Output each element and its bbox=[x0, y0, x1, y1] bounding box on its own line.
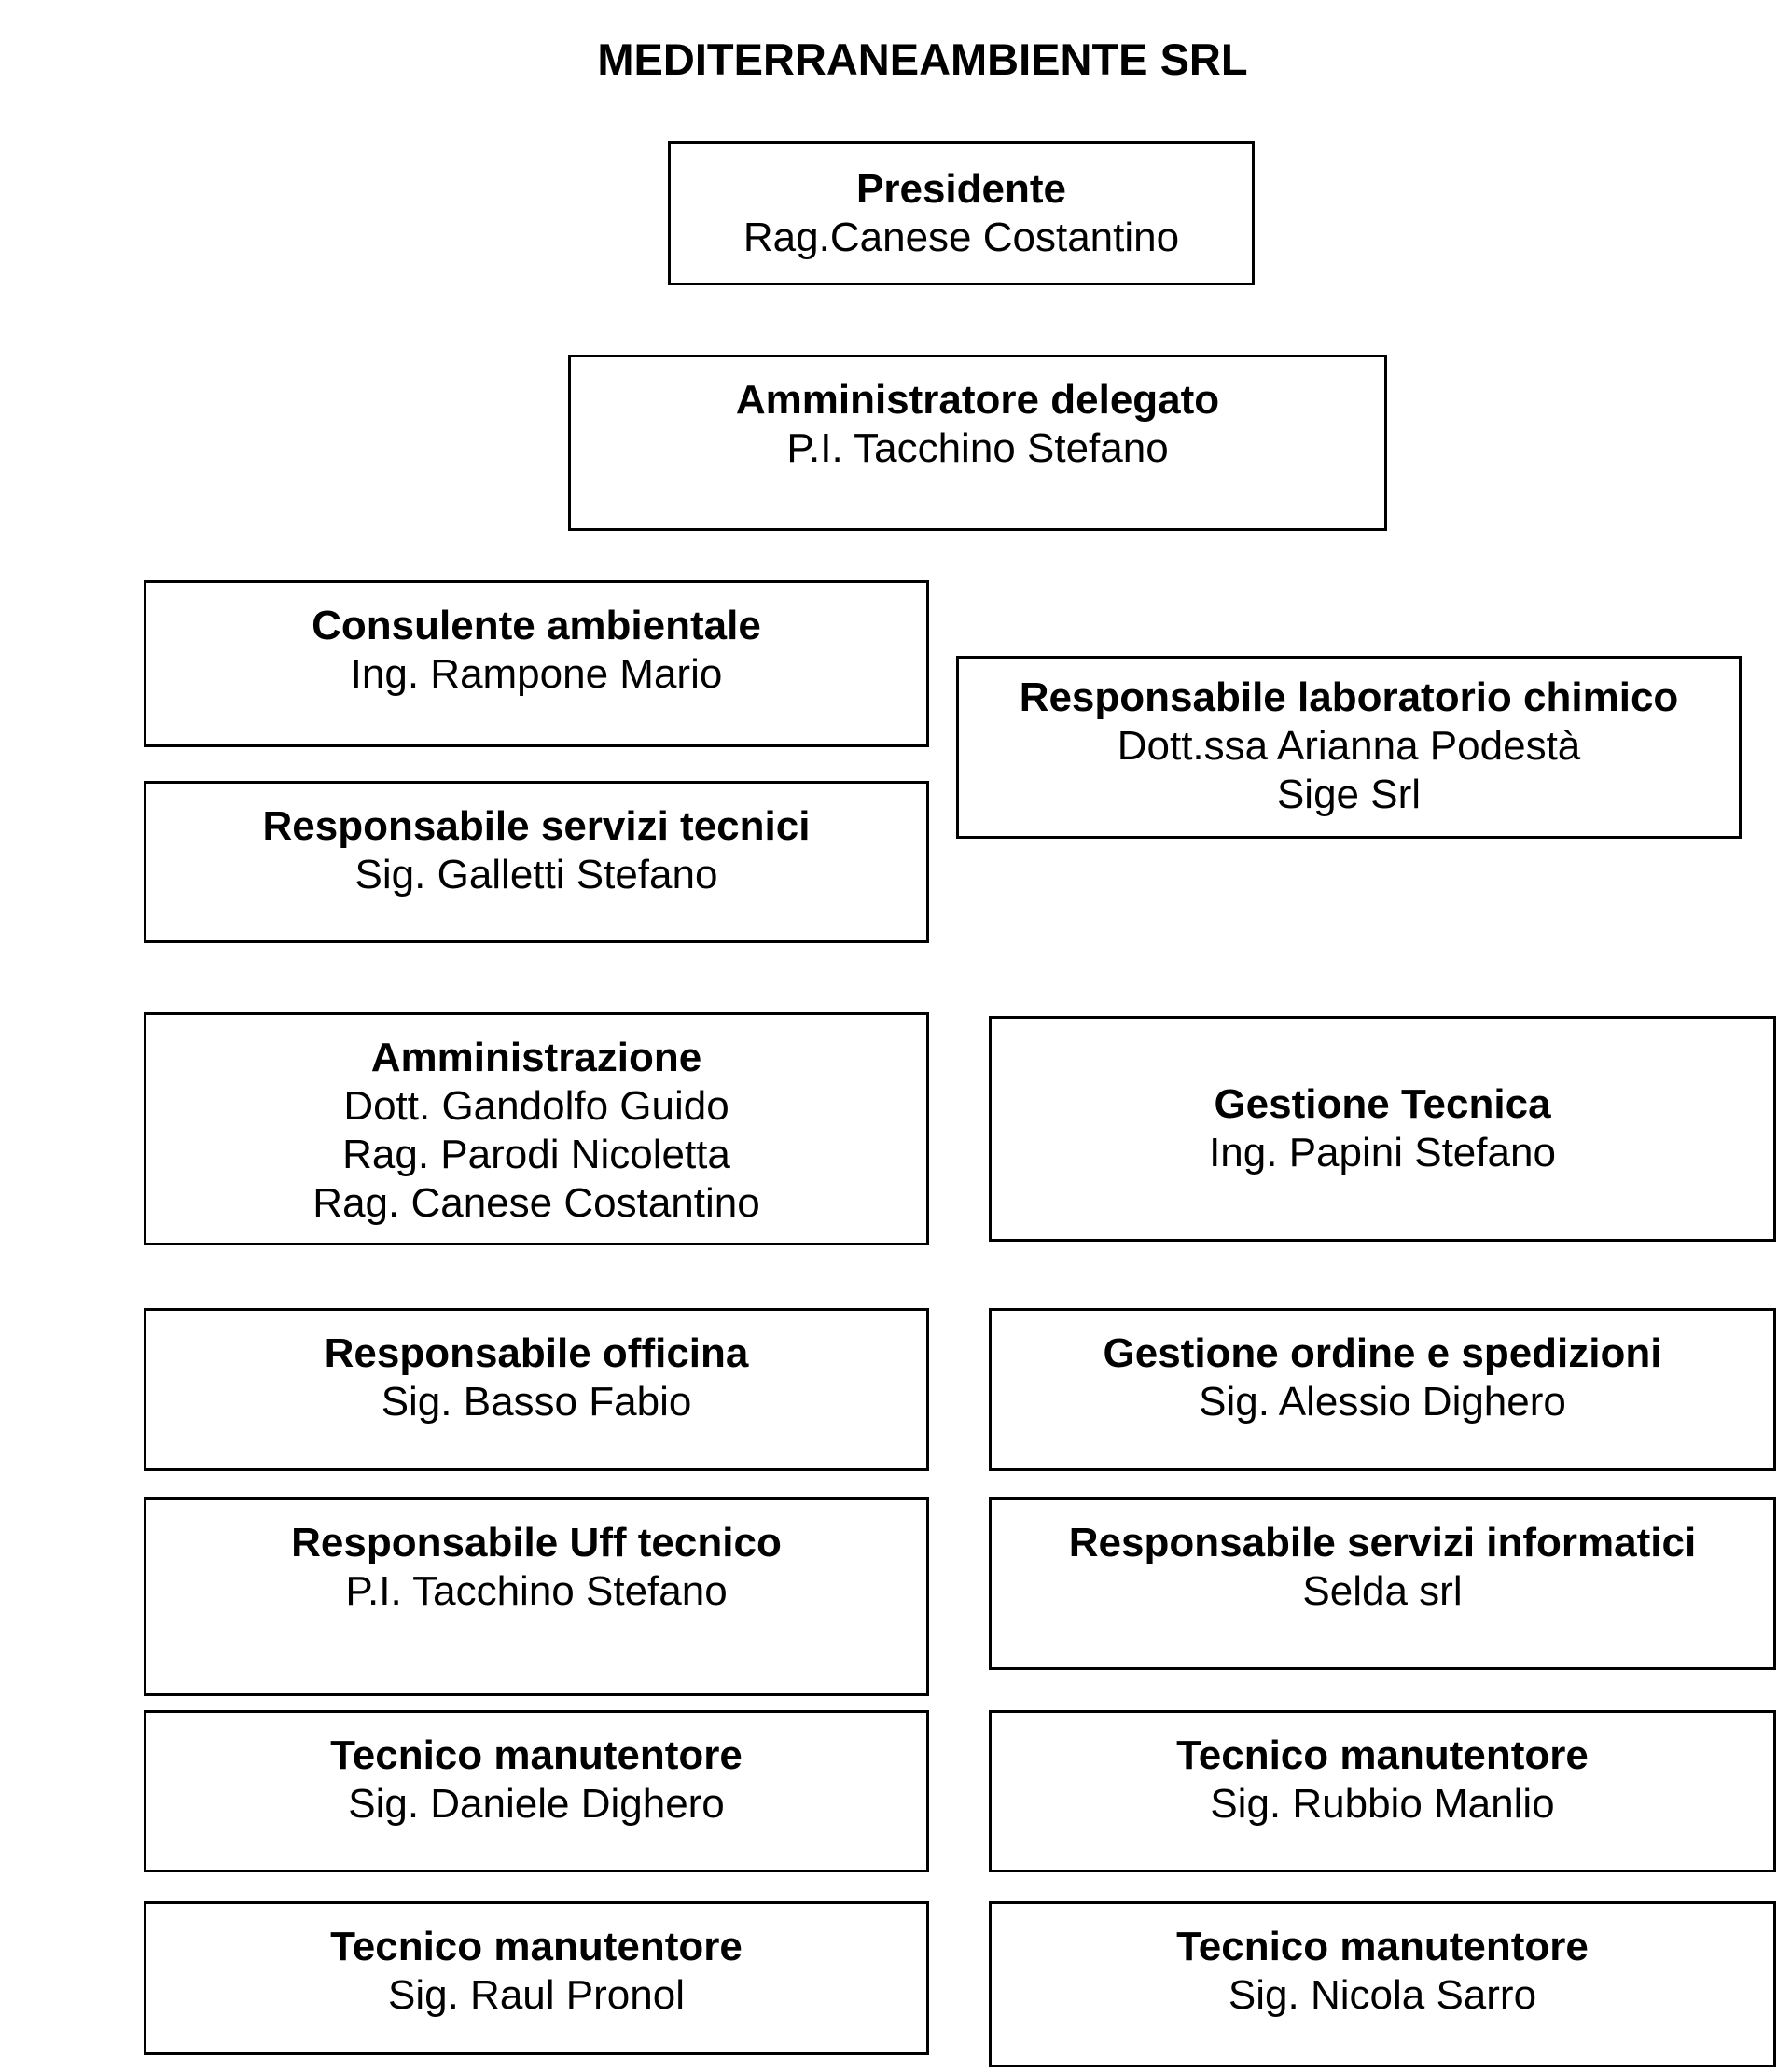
box-company: Sige Srl bbox=[1276, 771, 1422, 817]
org-box-responsabile-uff-tecnico bbox=[144, 1497, 929, 1696]
org-box-responsabile-servizi-tecnici bbox=[144, 781, 929, 943]
org-box-amministratore-delegato bbox=[568, 355, 1387, 531]
box-title: Responsabile servizi tecnici bbox=[262, 803, 811, 849]
org-box-tecnico-manutentore-4 bbox=[989, 1901, 1776, 2067]
box-person: Ing. Papini Stefano bbox=[1209, 1130, 1556, 1175]
box-title: Amministratore delegato bbox=[735, 377, 1220, 423]
org-box-tecnico-manutentore-3 bbox=[144, 1901, 929, 2055]
box-person: Rag. Canese Costantino bbox=[312, 1179, 760, 1226]
box-person: Sig. Daniele Dighero bbox=[348, 1780, 725, 1827]
box-person: Sig. Nicola Sarro bbox=[1228, 1971, 1537, 2018]
box-title: Tecnico manutentore bbox=[330, 1924, 743, 1969]
org-box-amministrazione bbox=[144, 1012, 929, 1245]
box-person: Sig. Rubbio Manlio bbox=[1210, 1780, 1555, 1827]
box-person: Sig. Alessio Dighero bbox=[1199, 1378, 1566, 1425]
box-title: Responsabile officina bbox=[324, 1330, 749, 1376]
org-box-responsabile-officina bbox=[144, 1308, 929, 1471]
box-title: Tecnico manutentore bbox=[1176, 1732, 1589, 1778]
box-person: Rag. Parodi Nicoletta bbox=[342, 1131, 730, 1177]
box-person: Dott.ssa Arianna Podestà bbox=[1117, 722, 1581, 769]
org-box-responsabile-laboratorio-chimico bbox=[956, 656, 1742, 839]
box-title: Consulente ambientale bbox=[312, 603, 761, 648]
box-title: Gestione Tecnica bbox=[1214, 1081, 1551, 1128]
box-person: Ing. Rampone Mario bbox=[350, 650, 723, 697]
org-box-responsabile-servizi-informatici bbox=[989, 1497, 1776, 1670]
box-title: Responsabile Uff tecnico bbox=[291, 1520, 782, 1565]
box-person: Sig. Basso Fabio bbox=[381, 1378, 692, 1425]
box-title: Presidente bbox=[856, 165, 1066, 212]
org-box-tecnico-manutentore-2 bbox=[989, 1710, 1776, 1872]
box-title: Tecnico manutentore bbox=[330, 1732, 743, 1778]
box-person: Dott. Gandolfo Guido bbox=[343, 1082, 729, 1129]
org-box-gestione-ordine-spedizioni bbox=[989, 1308, 1776, 1471]
org-box-presidente bbox=[668, 141, 1255, 285]
box-person: P.I. Tacchino Stefano bbox=[786, 424, 1169, 471]
org-box-tecnico-manutentore-1 bbox=[144, 1710, 929, 1872]
box-title: Amministrazione bbox=[370, 1035, 702, 1080]
page-title: MEDITERRANEAMBIENTE SRL bbox=[597, 35, 1248, 84]
box-title: Responsabile laboratorio chimico bbox=[1019, 674, 1679, 720]
box-person: Rag.Canese Costantino bbox=[743, 214, 1180, 260]
box-company: Selda srl bbox=[1302, 1567, 1463, 1614]
org-box-gestione-tecnica bbox=[989, 1016, 1776, 1242]
box-person: Sig. Raul Pronol bbox=[388, 1971, 685, 2018]
box-title: Tecnico manutentore bbox=[1176, 1924, 1589, 1969]
box-person: Sig. Galletti Stefano bbox=[354, 851, 718, 897]
box-person: P.I. Tacchino Stefano bbox=[345, 1567, 728, 1614]
box-title: Gestione ordine e spedizioni bbox=[1103, 1330, 1662, 1376]
org-box-consulente-ambientale bbox=[144, 580, 929, 747]
box-title: Responsabile servizi informatici bbox=[1068, 1520, 1697, 1565]
